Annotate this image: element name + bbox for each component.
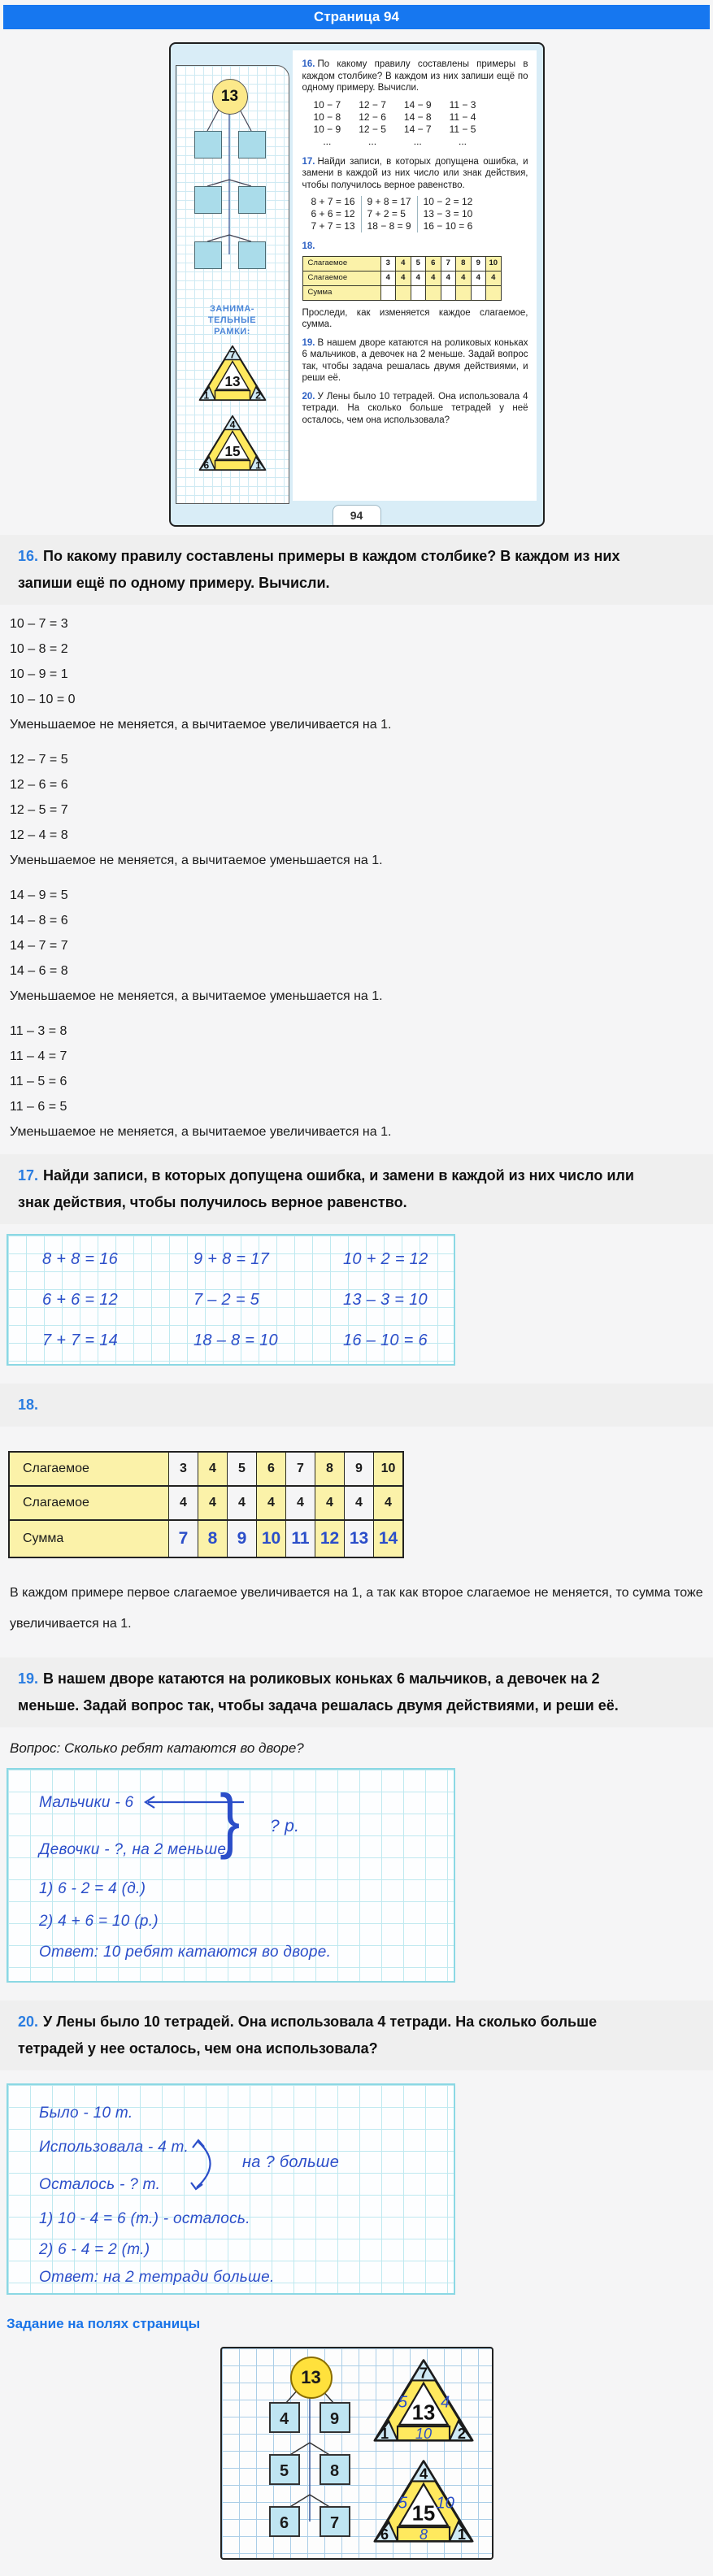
empty-square	[194, 186, 222, 214]
table-row: Слагаемое 3 4 5 6 7 8 9 10	[9, 1452, 403, 1486]
equation-group	[0, 747, 713, 873]
hand-equation: 9 + 8 = 17	[193, 1250, 270, 1268]
table-row: Слагаемое 4 4 4 4 4 4 4 4	[9, 1486, 403, 1520]
hand-line: 1) 10 - 4 = 6 (т.) - осталось.	[39, 2210, 250, 2227]
problem-number: 20.	[18, 2013, 39, 2030]
textbook-17-columns: 8 + 7 = 16 6 + 6 = 12 7 + 7 = 13 9 + 8 = 17 7 + 2 = 5 18 − 8 = 9 10 − 2 = 12 13 − 3 = 10 16 − 10 = 6	[302, 196, 528, 232]
curve-arrow-icon	[182, 2134, 239, 2196]
hand-line: Ответ: на 2 тетради больше.	[39, 2269, 275, 2286]
equation-group	[0, 611, 713, 737]
textbook-18-after: Проследи, как изменяется каждое слагаемое, сумма.	[302, 307, 528, 329]
section-16-body	[0, 611, 713, 1145]
svg-text:10: 10	[435, 2494, 454, 2513]
svg-text:4: 4	[440, 2393, 450, 2412]
hand-equation: 18 – 8 = 10	[193, 1331, 278, 1349]
hand-line: Девочки - ?, на 2 меньше	[39, 1841, 227, 1858]
number-triangle	[198, 414, 267, 472]
textbook-page-scan	[169, 42, 545, 527]
equation-line: 12 – 6 = 6	[10, 778, 68, 792]
equation-line: 14 – 9 = 5	[10, 888, 68, 902]
svg-text:1: 1	[254, 459, 261, 471]
section-18-note: В каждом примере первое слагаемое увеличивается на 1, а так как второе слагаемое не меняется, то сумма тоже увеличивается на 1.	[10, 1586, 703, 1631]
rule-note: Уменьшаемое не меняется, а вычитаемое уменьшается на 1.	[10, 854, 383, 867]
answer-square: 5	[269, 2454, 300, 2485]
svg-text:15: 15	[411, 2502, 435, 2526]
svg-text:6: 6	[202, 459, 209, 471]
svg-text:2: 2	[254, 389, 261, 402]
textbook-problem-18: 18. Слагаемое 3 4 5 6 7 8 9 10 Слагаемое 4 4 4 4 4 4 4 4 Сумма Проследи, как изменяется каждое слагаемое, сумма.	[302, 241, 528, 329]
svg-text:7: 7	[229, 349, 235, 361]
empty-square	[194, 131, 222, 159]
empty-square	[238, 186, 266, 214]
sum-circle: 13	[212, 79, 248, 115]
svg-text:5: 5	[398, 2494, 407, 2513]
textbook-16-columns: 10 − 7 10 − 8 10 − 9 ... 12 − 7 12 − 6 12 − 5 ... 14 − 9 14 − 8 14 − 7 ... 11 − 3 11 − 4 11 − 5 ...	[313, 98, 476, 147]
hand-equation: 8 + 8 = 16	[42, 1250, 119, 1268]
equation-line: 10 – 9 = 1	[10, 667, 68, 681]
problem-number: 16.	[18, 548, 39, 564]
equation-group	[0, 883, 713, 1009]
hand-line: Было - 10 т.	[39, 2105, 133, 2122]
svg-text:13: 13	[411, 2401, 435, 2425]
svg-text:8: 8	[419, 2526, 428, 2543]
textbook-text-column	[293, 50, 537, 501]
hand-line: Осталось - ? т.	[39, 2176, 161, 2193]
problem-number: 17.	[18, 1167, 39, 1184]
hand-equation: 16 – 10 = 6	[343, 1331, 428, 1349]
answer-figure	[220, 2347, 493, 2560]
textbook-18-table: Слагаемое 3 4 5 6 7 8 9 10 Слагаемое 4 4 4 4 4 4 4 4 Сумма	[302, 256, 502, 301]
svg-text:5: 5	[398, 2393, 407, 2412]
equation-line: 14 – 7 = 7	[10, 939, 68, 953]
answer-square: 9	[320, 2402, 350, 2433]
number-triangle	[198, 344, 267, 402]
row-label: Сумма	[9, 1520, 169, 1557]
equation-line: 11 – 4 = 7	[10, 1049, 67, 1063]
rule-note: Уменьшаемое не меняется, а вычитаемое увеличивается на 1.	[10, 718, 392, 732]
rule-note: Уменьшаемое не меняется, а вычитаемое уменьшается на 1.	[10, 989, 383, 1003]
equation-line: 14 – 6 = 8	[10, 964, 68, 978]
rule-note: Уменьшаемое не меняется, а вычитаемое увеличивается на 1.	[10, 1125, 392, 1139]
sum-table	[8, 1451, 404, 1558]
answer-square: 6	[269, 2506, 300, 2537]
svg-text:4: 4	[229, 419, 235, 431]
hand-equation: 7 – 2 = 5	[193, 1291, 260, 1309]
hand-line: Использовала - 4 т.	[39, 2139, 189, 2156]
textbook-page-number: 94	[333, 505, 381, 525]
textbook-problem-16: 16. По какому правилу составлены примеры в каждом столбике? В каждом из них запиши ещё по одному примеру. Вычисли. 10 − 7 10 − 8 10 − 9 ... 12 − 7 12 − 6 12 − 5 ... 14 − 9 14 − 8 14 − 7 ... 11 − 3 11 − 4 11 − 5 ...	[302, 59, 528, 147]
equation-line: 12 – 4 = 8	[10, 828, 68, 842]
equation-line: 12 – 5 = 7	[10, 803, 68, 817]
equation-line: 11 – 3 = 8	[10, 1024, 67, 1038]
svg-text:4: 4	[419, 2465, 428, 2483]
svg-text:10: 10	[415, 2425, 432, 2442]
problem-number: 19.	[18, 1670, 39, 1687]
notebook-grid-17	[7, 1234, 455, 1366]
equation-line: 14 – 8 = 6	[10, 914, 68, 927]
equation-group	[0, 1019, 713, 1145]
brace-icon: }	[220, 1779, 241, 1860]
svg-text:6: 6	[380, 2526, 389, 2543]
entertaining-frames-label: ЗАНИМА- ТЕЛЬНЫЕ РАМКИ:	[207, 304, 257, 337]
equation-line: 10 – 7 = 3	[10, 617, 68, 631]
hand-equation: 6 + 6 = 12	[42, 1291, 119, 1309]
answer-square: 7	[320, 2506, 350, 2537]
svg-text:15: 15	[224, 442, 241, 459]
equation-line: 11 – 5 = 6	[10, 1075, 67, 1088]
sum-circle: 13	[290, 2357, 333, 2399]
problem-number: 18.	[18, 1397, 39, 1413]
equation-line: 10 – 8 = 2	[10, 642, 68, 656]
section-18-heading	[0, 1384, 713, 1427]
textbook-problem-19: 19. В нашем дворе катаются на роликовых коньках 6 мальчиков, а девочек на 2 меньше. Задай вопрос так, чтобы задача решалась двумя действиями, и реши её.	[302, 337, 528, 383]
textbook-sidebar	[176, 65, 289, 504]
empty-square	[238, 241, 266, 269]
page-title: Страница 94	[3, 5, 710, 29]
section-19-heading: 19. В нашем дворе катаются на роликовых коньках 6 мальчиков, а девочек на 2 меньше. Задай вопрос так, чтобы задача решалась двумя действиями, и реши её.	[0, 1657, 713, 1727]
section-16-heading: 16. По какому правилу составлены примеры в каждом столбике? В каждом из них запиши ещё по одному примеру. Вычисли.	[0, 535, 713, 605]
textbook-problem-20: 20. У Лены было 10 тетрадей. Она использовала 4 тетради. На сколько больше тетрадей у неё осталось, чем она использовала?	[302, 391, 528, 425]
arrow-label: на ? больше	[242, 2153, 340, 2171]
textbook-problem-17: 17. Найди записи, в которых допущена ошибка, и замени в каждой из них число или знак действия, чтобы получилось верное равенство. 8 + 7 = 16 6 + 6 = 12 7 + 7 = 13 9 + 8 = 17 7 + 2 = 5 18 − 8 = 9 10 − 2 = 12 13 − 3 = 10 16 − 10 = 6	[302, 156, 528, 232]
hand-equation: 7 + 7 = 14	[42, 1331, 119, 1349]
section-17-heading: 17. Найди записи, в которых допущена ошибка, и замени в каждой из них число или знак действия, чтобы получилось верное равенство.	[0, 1154, 713, 1224]
answer-square: 8	[320, 2454, 350, 2485]
notebook-grid-19	[7, 1768, 455, 1983]
page	[0, 5, 713, 2576]
brace-label: ? р.	[270, 1817, 300, 1835]
svg-text:1: 1	[202, 389, 209, 402]
equation-line: 12 – 7 = 5	[10, 753, 68, 767]
hand-line: Мальчики - 6	[39, 1794, 134, 1811]
section-20-heading: 20. У Лены было 10 тетрадей. Она использовала 4 тетради. На сколько больше тетрадей у нее осталось, чем она использовала?	[0, 2000, 713, 2070]
table-row: Сумма 7 8 9 10 11 12 13 14	[9, 1520, 403, 1557]
hand-line: 2) 4 + 6 = 10 (р.)	[39, 1913, 159, 1930]
svg-text:1: 1	[380, 2425, 389, 2442]
equation-line: 10 – 10 = 0	[10, 693, 76, 706]
svg-text:1: 1	[457, 2526, 466, 2543]
notebook-grid-20	[7, 2083, 455, 2295]
hand-line: 1) 6 - 2 = 4 (д.)	[39, 1880, 146, 1897]
question-line: Вопрос: Сколько ребят катаются во дворе?	[10, 1740, 304, 1756]
row-label: Слагаемое	[9, 1452, 169, 1486]
empty-square	[238, 131, 266, 159]
empty-square	[194, 241, 222, 269]
hand-line: 2) 6 - 4 = 2 (т.)	[39, 2241, 150, 2258]
svg-text:13: 13	[224, 372, 241, 389]
hand-equation: 13 – 3 = 10	[343, 1291, 428, 1309]
svg-text:7: 7	[419, 2365, 428, 2382]
equation-line: 11 – 6 = 5	[10, 1100, 67, 1114]
row-label: Слагаемое	[9, 1486, 169, 1520]
connector-lines	[222, 2348, 492, 2558]
hand-line: Ответ: 10 ребят катаются во дворе.	[39, 1944, 332, 1961]
svg-text:2: 2	[457, 2425, 466, 2442]
margin-task-heading[interactable]: Задание на полях страницы	[7, 2316, 201, 2331]
hand-equation: 10 + 2 = 12	[343, 1250, 428, 1268]
answer-square: 4	[269, 2402, 300, 2433]
